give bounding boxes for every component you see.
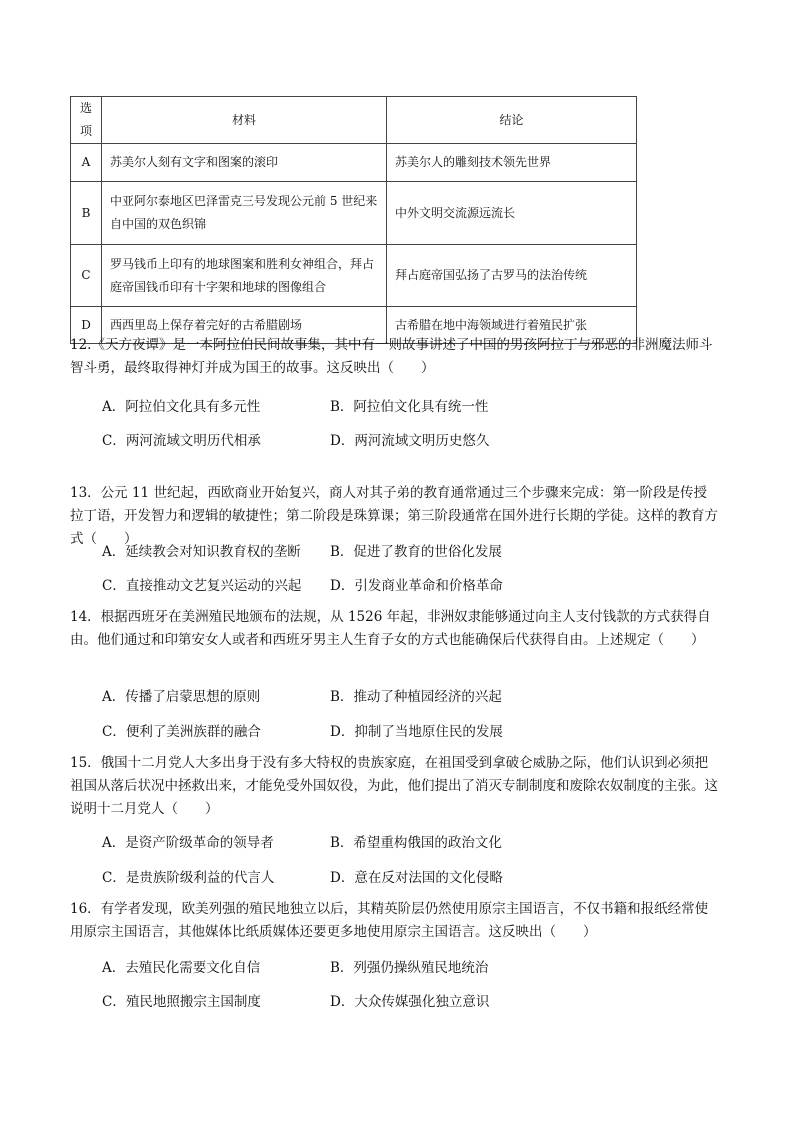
table-header-row bbox=[71, 97, 637, 144]
question-16-option-d[interactable]: D．大众传媒强化独立意识 bbox=[330, 994, 490, 1010]
answer-options-table bbox=[70, 96, 637, 344]
question-12-options-row-2 bbox=[102, 429, 722, 449]
question-13-option-d[interactable]: D．引发商业革命和价格革命 bbox=[330, 578, 503, 594]
table-cell-material: 罗马钱币上印有的地球图案和胜利女神组合，拜占庭帝国钱币印有十字架和地球的图像组合 bbox=[102, 245, 387, 307]
question-13-option-b[interactable]: B．促进了教育的世俗化发展 bbox=[330, 544, 502, 560]
question-16-stem: 16．有学者发现，欧美列强的殖民地独立以后，其精英阶层仍然使用原宗主国语言，不仅书籍和报纸经常使用原宗主国语言，其他媒体比纸质媒体还要更多地使用原宗主国语言。这反映出（ ） bbox=[70, 901, 709, 940]
question-15-options-row-1 bbox=[102, 831, 722, 851]
question-14-option-d[interactable]: D．抑制了当地原住民的发展 bbox=[330, 724, 503, 740]
table-cell-material: 中亚阿尔泰地区巴泽雷克三号发现公元前 5 世纪来自中国的双色织锦 bbox=[102, 182, 387, 245]
question-15-stem: 15．俄国十二月党人大多出身于没有多大特权的贵族家庭，在祖国受到拿破仑威胁之际，他们认识到必须把祖国从落后状况中拯救出来，才能免受外国奴役，为此，他们提出了消灭专制制度和废除农奴制度的主张。这说明十二月党人（ ） bbox=[70, 755, 718, 817]
table-header-material: 材料 bbox=[102, 97, 387, 144]
question-15-option-b[interactable]: B．希望重构俄国的政治文化 bbox=[330, 835, 502, 851]
question-14-option-c[interactable]: C．便利了美洲族群的融合 bbox=[102, 724, 261, 740]
table-row bbox=[71, 144, 637, 182]
question-13-options-row-2 bbox=[102, 574, 722, 594]
question-12-stem: 12.《天方夜谭》是一本阿拉伯民间故事集，其中有一则故事讲述了中国的男孩阿拉丁与邪恶的非洲魔法师斗智斗勇，最终取得神灯并成为国王的故事。这反映出（ ） bbox=[70, 337, 713, 376]
table-row bbox=[71, 245, 637, 307]
table-cell-option: D bbox=[71, 307, 102, 344]
question-16-options-row-1 bbox=[102, 956, 722, 976]
question-14-options-row-1 bbox=[102, 685, 722, 705]
question-13-options-row-1 bbox=[102, 540, 722, 560]
table-cell-conclusion: 拜占庭帝国弘扬了古罗马的法治传统 bbox=[387, 245, 637, 307]
question-14-stem: 14．根据西班牙在美洲殖民地颁布的法规，从 1526 年起，非洲奴隶能够通过向主人支付钱款的方式获得自由。他们通过和印第安女人或者和西班牙男主人生育子女的方式也能确保后代获得自由。上述规定（ ） bbox=[70, 609, 711, 648]
table-cell-conclusion: 中外文明交流源远流长 bbox=[387, 182, 637, 245]
table-cell-material: 西西里岛上保存着完好的古希腊剧场 bbox=[102, 307, 387, 344]
table-header-conclusion: 结论 bbox=[387, 97, 637, 144]
question-12-options-row-1 bbox=[102, 395, 722, 415]
table-cell-option: C bbox=[71, 245, 102, 307]
question-15-option-c[interactable]: C．是贵族阶级利益的代言人 bbox=[102, 870, 275, 886]
question-16-option-c[interactable]: C．殖民地照搬宗主国制度 bbox=[102, 994, 261, 1010]
question-12-option-d[interactable]: D．两河流域文明历史悠久 bbox=[330, 433, 490, 449]
table-cell-conclusion: 古希腊在地中海领域进行着殖民扩张 bbox=[387, 307, 637, 344]
question-14-option-b[interactable]: B．推动了种植园经济的兴起 bbox=[330, 689, 502, 705]
question-16-options-row-2 bbox=[102, 990, 722, 1010]
table-cell-material: 苏美尔人刻有文字和图案的滚印 bbox=[102, 144, 387, 182]
table-cell-option: A bbox=[71, 144, 102, 182]
question-13-stem: 13．公元 11 世纪起，西欧商业开始复兴，商人对其子弟的教育通常通过三个步骤来完成：第一阶段是传授拉丁语，开发智力和逻辑的敏捷性；第二阶段是珠算课；第三阶段通常在国外进行长期的学徒。这样的教育方式（ ） bbox=[70, 485, 718, 547]
question-15-option-d[interactable]: D．意在反对法国的文化侵略 bbox=[330, 870, 503, 886]
question-12-option-b[interactable]: B．阿拉伯文化具有统一性 bbox=[330, 399, 489, 415]
table-header-option: 选项 bbox=[71, 97, 102, 144]
table-cell-option: B bbox=[71, 182, 102, 245]
question-14-options-row-2 bbox=[102, 720, 722, 740]
question-15-options-row-2 bbox=[102, 866, 722, 886]
table-row bbox=[71, 182, 637, 245]
question-15-option-a[interactable]: A．是资产阶级革命的领导者 bbox=[102, 835, 274, 851]
question-12-option-a[interactable]: A．阿拉伯文化具有多元性 bbox=[102, 399, 261, 415]
question-16-option-a[interactable]: A．去殖民化需要文化自信 bbox=[102, 960, 261, 976]
question-16-option-b[interactable]: B．列强仍操纵殖民地统治 bbox=[330, 960, 489, 976]
table-cell-conclusion: 苏美尔人的雕刻技术领先世界 bbox=[387, 144, 637, 182]
question-14-option-a[interactable]: A．传播了启蒙思想的原则 bbox=[102, 689, 261, 705]
question-13-option-a[interactable]: A．延续教会对知识教育权的垄断 bbox=[102, 544, 301, 560]
question-12-option-c[interactable]: C．两河流域文明历代相承 bbox=[102, 433, 261, 449]
question-13-option-c[interactable]: C．直接推动文艺复兴运动的兴起 bbox=[102, 578, 302, 594]
